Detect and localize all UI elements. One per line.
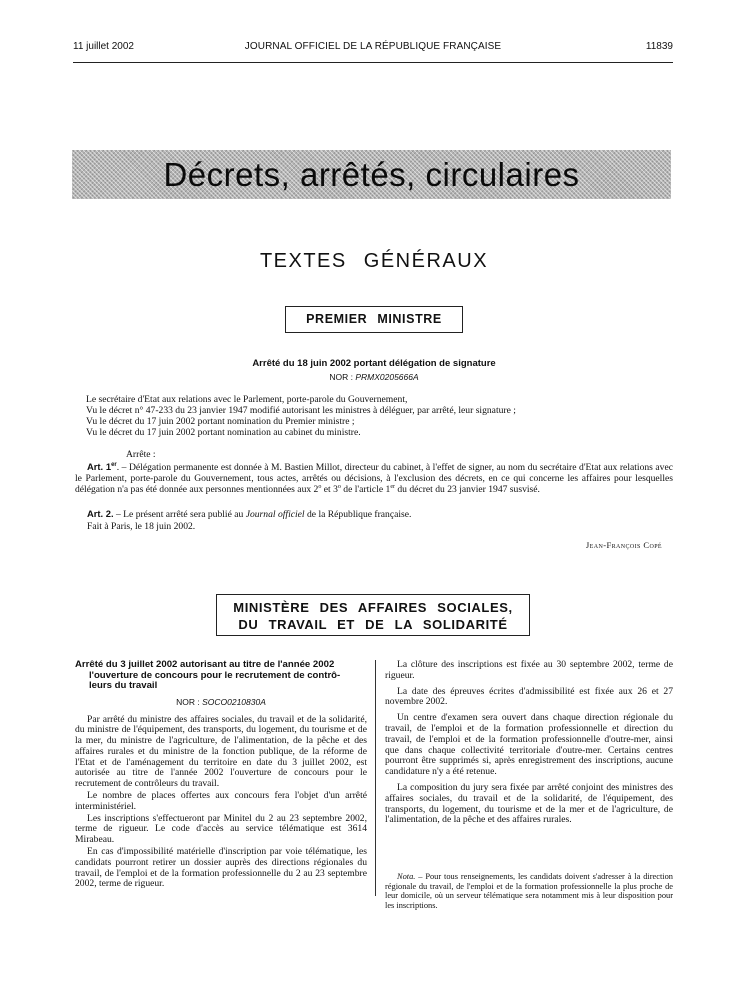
- signature: Jean-François Copé: [585, 540, 662, 550]
- paragraph: Le nombre de places offertes aux concours fera l'objet d'un arrêté interministériel.: [75, 790, 367, 812]
- nota-label: Nota.: [397, 872, 416, 882]
- header-rule: [73, 62, 673, 63]
- journal-officiel-italic: Journal officiel: [245, 509, 305, 520]
- article-2-label: Art. 2.: [87, 508, 114, 519]
- nor-code: PRMX0205666A: [355, 372, 419, 382]
- superscript: o: [337, 483, 341, 490]
- paragraph: Un centre d'examen sera ouvert dans chaque direction régionale du travail, de l'emploi et de la formation professionnelle et direction du travail, de l'emploi et de la formation professionnelle d'outre-mer, ainsi que dans chaque collectivité territoriale d'outre-mer. Certains centres pourront être supprimés si, après enregistrement des inscriptions, aucune candidature n'y a été retenue.: [385, 712, 673, 778]
- arrete-word: Arrête :: [126, 449, 156, 460]
- paragraph: La clôture des inscriptions est fixée au 30 septembre 2002, terme de rigueur.: [385, 659, 673, 681]
- section-heading: TEXTES GÉNÉRAUX: [259, 250, 489, 272]
- article-2: [75, 509, 673, 521]
- nor-reference: [75, 697, 367, 707]
- visa-line: Vu le décret du 17 juin 2002 portant nomination au cabinet du ministre.: [86, 427, 361, 438]
- nota: [385, 872, 673, 910]
- paragraph: La composition du jury sera fixée par arrêté conjoint des ministres des affaires sociales, du travail et de la solidarité, de l'équipement, des transports, du logement, du tourisme et de la mer et de l'agriculture, de l'alimentation, de la pêche et des affaires rurales.: [385, 781, 673, 826]
- visa-line: Vu le décret du 17 juin 2002 portant nomination du Premier ministre ;: [86, 416, 355, 427]
- banner-title: Décrets, arrêtés, circulaires: [163, 156, 580, 193]
- column-right: [385, 660, 673, 911]
- paragraph: Par arrêté du ministre des affaires sociales, du travail et de la solidarité, du ministre de l'équipement, des transports, du logement, du tourisme et de la mer, du ministre de l'agriculture, de l'alimentation, de la pêche et des affaires rurales et du ministre de la fonction publique, de la réforme de l'Etat et de l'aménagement du territoire en date du 3 juillet 2002, est autorisée au titre de l'année 2002 l'ouverture de concours pour le recrutement de contrôleurs du travail.: [75, 713, 367, 790]
- arrete-title: [75, 660, 367, 692]
- column-divider: [375, 660, 376, 896]
- nor-reference: [0, 372, 748, 382]
- column-left: [75, 660, 367, 891]
- nor-label: NOR :: [176, 696, 200, 707]
- issue-date: 11 juillet 2002: [73, 41, 134, 52]
- ministry-box-premier-ministre: PREMIER MINISTRE: [285, 306, 463, 333]
- ministry-box-line: DU TRAVAIL ET DE LA SOLIDARITÉ: [238, 617, 508, 632]
- running-head: [73, 41, 673, 55]
- article-2-text: de la République française.: [304, 509, 412, 520]
- arrete-title-line: leurs du travail: [89, 680, 158, 691]
- journal-title: JOURNAL OFFICIEL DE LA RÉPUBLIQUE FRANÇAISE: [244, 41, 502, 52]
- nor-label: NOR :: [329, 372, 353, 382]
- ministry-box-line: MINISTÈRE DES AFFAIRES SOCIALES,: [233, 600, 513, 615]
- arrete-title-line: Arrêté du 3 juillet 2002 autorisant au titre de l'année 2002: [75, 659, 335, 670]
- article-2-text: – Le présent arrêté sera publié au: [113, 509, 246, 520]
- visa-line: Vu le décret n° 47-233 du 23 janvier 1947 modifié autorisant les ministres à déléguer, par arrêté, leur signature ;: [86, 405, 516, 416]
- nor-code: SOCO0210830A: [202, 696, 266, 707]
- section-banner: [72, 150, 671, 199]
- arrete-title-line: l'ouverture de concours pour le recrutement de contrô-: [89, 669, 341, 681]
- visa-line: Le secrétaire d'Etat aux relations avec le Parlement, porte-parole du Gouvernement,: [86, 394, 408, 405]
- superscript: er: [390, 483, 395, 490]
- article-1-label-sup: er: [111, 461, 117, 468]
- nota-text: – Pour tous renseignements, les candidats doivent s'adresser à la direction régionale du travail, de l'emploi et de la formation professionnelle la plus proche de leur domicile, où un serveur télématique sera notamment mis à leur disposition pour les inscriptions.: [385, 872, 673, 910]
- article-1-label: [87, 461, 117, 472]
- article-1: [75, 462, 673, 495]
- fait-a-paris: Fait à Paris, le 18 juin 2002.: [87, 521, 196, 532]
- page-number: 11839: [645, 41, 673, 52]
- article-1-text: du décret du 23 janvier 1947 susvisé.: [394, 483, 540, 495]
- superscript: o: [318, 483, 322, 490]
- article-1-text: et 3: [321, 483, 338, 495]
- paragraph: La date des épreuves écrites d'admissibilité est fixée aux 26 et 27 novembre 2002.: [385, 685, 673, 708]
- arrete-title: Arrêté du 18 juin 2002 portant délégation de signature: [252, 358, 496, 369]
- paragraph: En cas d'impossibilité matérielle d'inscription par voie télématique, les candidats pourront retirer un dossier auprès des directions régionales du travail, de l'emploi et de la formation professionnelle du 2 au 23 septembre 2002, terme de rigueur.: [75, 846, 367, 890]
- paragraph: Les inscriptions s'effectueront par Minitel du 2 au 23 septembre 2002, terme de rigueur. Le code d'accès au service télématique est 3614 Mirabeau.: [75, 812, 367, 846]
- article-1-text: . – Délégation permanente est donnée à M. Bastien Millot, directeur du cabinet, à l'effet de signer, au nom du secrétaire d'Etat aux relations avec le Parlement, porte-parole du Gouvernement, tous actes, arrêtés ou décisions, à l'exclusion des décrets, en ce qui concerne les affaires pour lesquelles délégation n'a pas été donnée aux personnes mentionnées aux 2: [75, 462, 673, 495]
- article-1-label-text: Art. 1: [87, 461, 112, 472]
- article-1-text: de l'article 1: [340, 483, 391, 495]
- ministry-box-affaires-sociales: [216, 594, 530, 636]
